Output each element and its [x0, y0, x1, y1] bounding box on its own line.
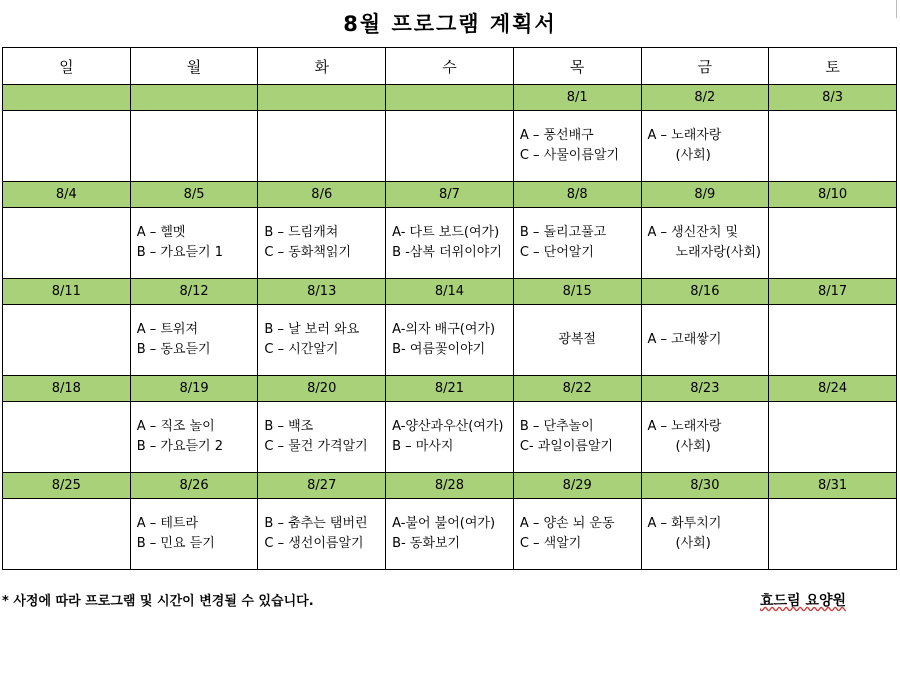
activity-line: A – 헬멧	[136, 225, 186, 240]
activity-line: C- 과일이름알기	[519, 439, 614, 454]
activity-line: B- 여름꽃이야기	[392, 342, 486, 357]
activity-line: C – 색알기	[519, 536, 582, 551]
program-calendar	[2, 47, 897, 570]
weekday-tue: 화	[258, 48, 386, 85]
activity-line: C – 사물이름알기	[519, 148, 620, 163]
date-cell-sat: 8/24	[769, 376, 897, 402]
date-cell-sat: 8/3	[769, 85, 897, 111]
activity-cell-thu	[513, 402, 641, 473]
activity-cell-wed	[386, 305, 514, 376]
activity-row	[3, 111, 897, 182]
activity-cell-tue	[258, 402, 386, 473]
activity-row	[3, 499, 897, 570]
date-row	[3, 473, 897, 499]
date-cell-sun: 8/18	[3, 376, 131, 402]
activity-line: B – 민요 듣기	[136, 536, 215, 551]
date-cell-mon: 8/5	[130, 182, 258, 208]
date-cell-wed	[386, 85, 514, 111]
activity-line: (사회)	[675, 536, 711, 551]
activity-cell-sun	[3, 499, 131, 570]
activity-cell-sat	[769, 305, 897, 376]
activity-line: B – 날 보러 와요	[264, 322, 360, 337]
date-cell-mon: 8/26	[130, 473, 258, 499]
date-cell-fri: 8/9	[641, 182, 769, 208]
signature: 효드림 요양원	[760, 593, 847, 609]
activity-line: B- 동화보기	[392, 536, 461, 551]
date-cell-thu: 8/29	[513, 473, 641, 499]
weekday-sat: 토	[769, 48, 897, 85]
activity-cell-fri	[641, 111, 769, 182]
activity-cell-tue	[258, 111, 386, 182]
activity-line: 광복절	[558, 332, 596, 347]
page-title: 8월 프로그램 계획서	[343, 12, 557, 36]
activity-cell-wed	[386, 208, 514, 279]
date-cell-sat: 8/10	[769, 182, 897, 208]
activity-line: C – 시간알기	[264, 342, 339, 357]
activity-line: A – 생신잔치 및	[647, 225, 739, 240]
weekday-header-row	[3, 48, 897, 85]
date-cell-tue: 8/20	[258, 376, 386, 402]
activity-line: A-의자 배구(여가)	[392, 322, 496, 337]
date-cell-mon: 8/12	[130, 279, 258, 305]
activity-line: B – 드림캐쳐	[264, 225, 339, 240]
activity-cell-sat	[769, 111, 897, 182]
activity-cell-thu	[513, 499, 641, 570]
activity-cell-fri	[641, 499, 769, 570]
activity-line: B – 백조	[264, 419, 314, 434]
date-cell-fri: 8/23	[641, 376, 769, 402]
date-cell-wed: 8/21	[386, 376, 514, 402]
activity-line: B -삼복 더위이야기	[392, 245, 502, 260]
date-row	[3, 376, 897, 402]
date-cell-tue: 8/6	[258, 182, 386, 208]
date-row	[3, 85, 897, 111]
activity-cell-sun	[3, 208, 131, 279]
activity-line: A – 직조 놀이	[136, 419, 215, 434]
activity-line: C – 단어알기	[519, 245, 594, 260]
date-cell-thu: 8/22	[513, 376, 641, 402]
date-cell-thu: 8/15	[513, 279, 641, 305]
activity-cell-sun	[3, 305, 131, 376]
date-cell-sat: 8/17	[769, 279, 897, 305]
activity-line: B – 동요듣기	[136, 342, 211, 357]
activity-row	[3, 208, 897, 279]
activity-cell-thu	[513, 208, 641, 279]
activity-line: C – 생선이름알기	[264, 536, 364, 551]
date-cell-wed: 8/14	[386, 279, 514, 305]
date-cell-wed: 8/28	[386, 473, 514, 499]
date-cell-thu: 8/1	[513, 85, 641, 111]
date-cell-tue: 8/27	[258, 473, 386, 499]
date-row	[3, 182, 897, 208]
date-row	[3, 279, 897, 305]
activity-cell-fri	[641, 208, 769, 279]
date-cell-thu: 8/8	[513, 182, 641, 208]
weekday-mon: 월	[130, 48, 258, 85]
activity-line: C – 동화책읽기	[264, 245, 352, 260]
activity-cell-wed	[386, 111, 514, 182]
activity-cell-mon	[130, 305, 258, 376]
activity-line: A-양산과우산(여가)	[392, 419, 504, 434]
date-cell-fri: 8/30	[641, 473, 769, 499]
activity-line: B – 돌리고풀고	[519, 225, 607, 240]
activity-cell-sun	[3, 111, 131, 182]
weekday-sun: 일	[3, 48, 131, 85]
activity-line: A- 다트 보드(여가)	[392, 225, 500, 240]
activity-line: A – 양손 뇌 운동	[519, 516, 615, 531]
activity-line: C – 물건 가격알기	[264, 439, 368, 454]
activity-cell-mon	[130, 111, 258, 182]
activity-cell-sat	[769, 499, 897, 570]
footnote: * 사정에 따라 프로그램 및 시간이 변경될 수 있습니다.	[2, 594, 314, 609]
activity-line: A – 트위져	[136, 322, 199, 337]
date-cell-sat: 8/31	[769, 473, 897, 499]
activity-line: (사회)	[675, 439, 711, 454]
activity-row	[3, 305, 897, 376]
activity-line: B – 마사지	[392, 439, 454, 454]
activity-cell-thu	[513, 305, 641, 376]
date-cell-tue: 8/13	[258, 279, 386, 305]
date-cell-sun	[3, 85, 131, 111]
activity-cell-tue	[258, 305, 386, 376]
date-cell-mon	[130, 85, 258, 111]
activity-line: (사회)	[675, 148, 711, 163]
activity-line: B – 단추놀이	[519, 419, 594, 434]
weekday-fri: 금	[641, 48, 769, 85]
date-cell-fri: 8/16	[641, 279, 769, 305]
date-cell-fri: 8/2	[641, 85, 769, 111]
activity-cell-fri	[641, 305, 769, 376]
activity-row	[3, 402, 897, 473]
activity-line: A – 고래쌓기	[647, 332, 722, 347]
activity-cell-tue	[258, 499, 386, 570]
page-edge-mark	[896, 0, 900, 18]
activity-line: B – 가요듣기 2	[136, 439, 224, 454]
activity-line: A – 풍선배구	[519, 128, 594, 143]
activity-cell-sat	[769, 208, 897, 279]
activity-cell-fri	[641, 402, 769, 473]
activity-line: 노래자랑(사회)	[675, 245, 762, 260]
activity-line: A – 테트라	[136, 516, 199, 531]
date-cell-mon: 8/19	[130, 376, 258, 402]
activity-cell-wed	[386, 499, 514, 570]
activity-cell-tue	[258, 208, 386, 279]
activity-cell-sun	[3, 402, 131, 473]
activity-line: B – 가요듣기 1	[136, 245, 224, 260]
date-cell-sun: 8/4	[3, 182, 131, 208]
weekday-thu: 목	[513, 48, 641, 85]
weekday-wed: 수	[386, 48, 514, 85]
activity-line: A – 노래자랑	[647, 419, 722, 434]
date-cell-sun: 8/25	[3, 473, 131, 499]
date-cell-wed: 8/7	[386, 182, 514, 208]
activity-cell-thu	[513, 111, 641, 182]
activity-cell-mon	[130, 208, 258, 279]
activity-line: A – 화투치기	[647, 516, 722, 531]
activity-cell-mon	[130, 499, 258, 570]
activity-cell-mon	[130, 402, 258, 473]
activity-line: B – 춤추는 탬버린	[264, 516, 368, 531]
activity-line: A – 노래자랑	[647, 128, 722, 143]
activity-line: A-불어 불어(여가)	[392, 516, 496, 531]
date-cell-sun: 8/11	[3, 279, 131, 305]
activity-cell-wed	[386, 402, 514, 473]
date-cell-tue	[258, 85, 386, 111]
activity-cell-sat	[769, 402, 897, 473]
